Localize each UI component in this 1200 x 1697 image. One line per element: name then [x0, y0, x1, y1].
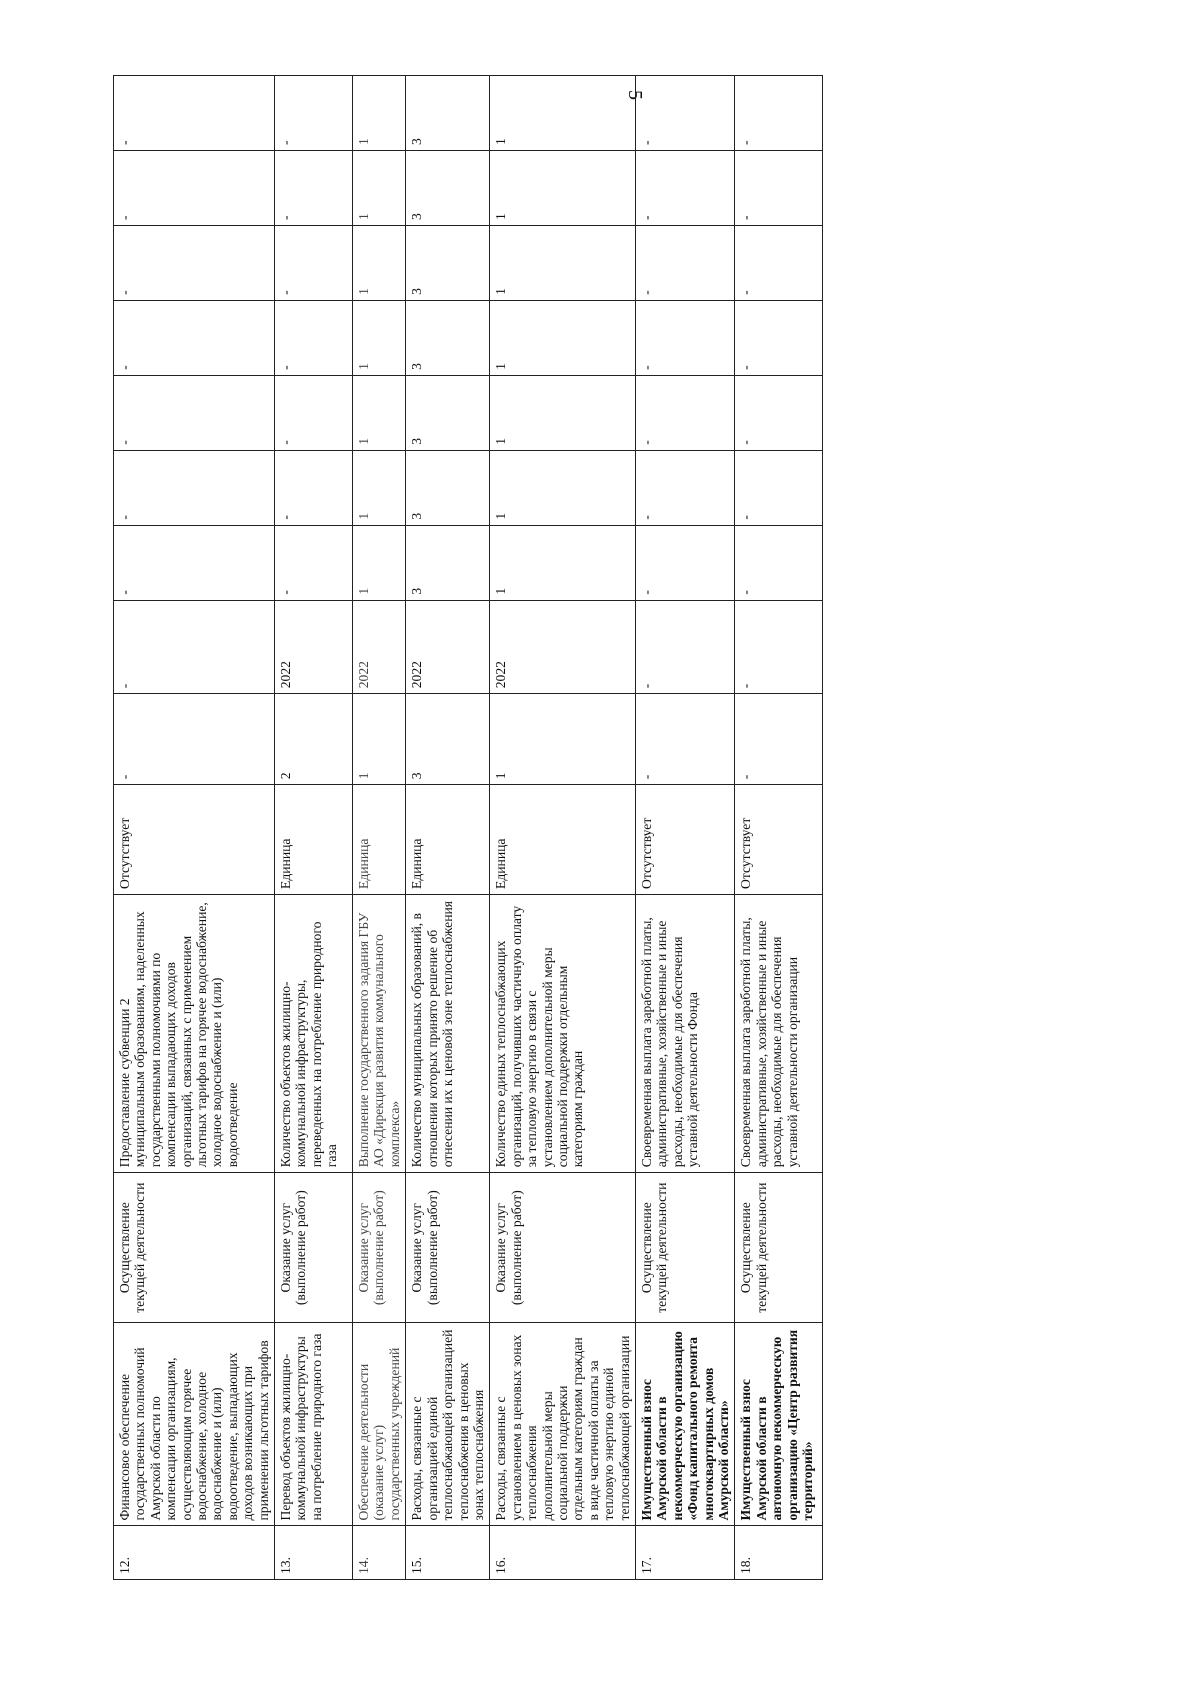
base-value: -	[114, 694, 275, 785]
value-cell: -	[275, 525, 353, 600]
measure-type: Оказание услуг (выполнение работ)	[353, 1173, 406, 1323]
value-cell: 1	[490, 525, 636, 600]
table-row	[275, 76, 353, 1580]
value-cell: -	[635, 151, 734, 226]
indicator-name: Предоставление субвенции 2 муниципальным образованиям, наделенных государственными полномочиями по компенсации выпадающих доходов организаций, связанных с применением льготных тарифов на горячее водоснабжение, холодное водоснабжение и (или) водоотведение	[114, 894, 275, 1172]
value-cell: -	[114, 525, 275, 600]
indicator-name: Количество муниципальных образований, в отношении которых принято решение об отнесении их к ценовой зоне теплоснабжения	[406, 894, 490, 1172]
table-row	[635, 76, 734, 1580]
table-row	[353, 76, 406, 1580]
value-cell: 3	[406, 300, 490, 375]
value-cell: -	[275, 450, 353, 525]
value-cell: 1	[490, 450, 636, 525]
base-value: -	[635, 694, 734, 785]
value-cell: -	[275, 375, 353, 450]
value-cell: -	[735, 151, 823, 226]
row-number: 17.	[635, 1526, 734, 1580]
value-cell: 1	[353, 375, 406, 450]
value-cell: -	[735, 225, 823, 300]
base-year: -	[114, 600, 275, 694]
value-cell: -	[275, 151, 353, 226]
measure-type: Осуществление текущей деятельности	[735, 1173, 823, 1323]
measure-type: Оказание услуг (выполнение работ)	[406, 1173, 490, 1323]
value-cell: -	[735, 450, 823, 525]
measure-name: Имущественный взнос Амурской области в некоммерческую организацию «Фонд капитального ремонта многоквартирных домов Амурской области»	[635, 1323, 734, 1526]
rotated-table-sheet	[113, 75, 816, 1580]
indicator-name: Выполнение государственного задания ГБУ АО «Дирекция развития коммунального комплекса»	[353, 894, 406, 1172]
page-number: 5	[624, 90, 646, 100]
value-cell: -	[635, 450, 734, 525]
value-cell: -	[635, 76, 734, 151]
value-cell: -	[114, 151, 275, 226]
table-row	[114, 76, 275, 1580]
value-cell: 1	[353, 151, 406, 226]
base-year: -	[735, 600, 823, 694]
value-cell: -	[114, 225, 275, 300]
unit-of-measure: Отсутствует	[114, 785, 275, 895]
value-cell: -	[735, 525, 823, 600]
base-value: 3	[406, 694, 490, 785]
value-cell: 1	[353, 300, 406, 375]
measure-name: Обеспечение деятельности (оказание услуг) государственных учреждений	[353, 1323, 406, 1526]
base-year: 2022	[490, 600, 636, 694]
measure-type: Осуществление текущей деятельности	[635, 1173, 734, 1323]
unit-of-measure: Единица	[275, 785, 353, 895]
value-cell: 1	[353, 225, 406, 300]
indicator-name: Количество единых теплоснабжающих организаций, получивших частичную оплату за тепловую энергию в связи с установлением дополнительной меры социальной поддержки отдельным категориям граждан	[490, 894, 636, 1172]
row-number: 13.	[275, 1526, 353, 1580]
base-value: -	[735, 694, 823, 785]
measure-type: Оказание услуг (выполнение работ)	[275, 1173, 353, 1323]
value-cell: 1	[490, 225, 636, 300]
unit-of-measure: Отсутствует	[735, 785, 823, 895]
base-value: 1	[353, 694, 406, 785]
row-number: 18.	[735, 1526, 823, 1580]
value-cell: -	[275, 225, 353, 300]
unit-of-measure: Единица	[353, 785, 406, 895]
measure-name: Расходы, связанные с организацией единой теплоснабжающей организацией теплоснабжения в ценовых зонах теплоснабжения	[406, 1323, 490, 1526]
value-cell: 1	[490, 375, 636, 450]
row-number: 16.	[490, 1526, 636, 1580]
value-cell: -	[275, 300, 353, 375]
value-cell: 1	[353, 450, 406, 525]
value-cell: -	[114, 375, 275, 450]
measure-name: Расходы, связанные с установлением в ценовых зонах теплоснабжения дополнительной меры социальной поддержки отдельным категориям граждан в виде частичной оплаты за тепловую энергию единой теплоснабжающей организации	[490, 1323, 636, 1526]
base-value: 1	[490, 694, 636, 785]
value-cell: 3	[406, 450, 490, 525]
unit-of-measure: Отсутствует	[635, 785, 734, 895]
unit-of-measure: Единица	[490, 785, 636, 895]
value-cell: -	[114, 76, 275, 151]
measure-name: Перевод объектов жилищно-коммунальной инфраструктуры на потребление природного газа	[275, 1323, 353, 1526]
value-cell: -	[735, 375, 823, 450]
base-value: 2	[275, 694, 353, 785]
value-cell: 3	[406, 151, 490, 226]
value-cell: -	[635, 375, 734, 450]
measure-name: Финансовое обеспечение государственных полномочий Амурской области по компенсации организациям, осуществляющим горячее водоснабжение, холодное водоснабжение и (или) водоотведение, выпадающих доходов возникающих при применении льготных тарифов	[114, 1323, 275, 1526]
unit-of-measure: Единица	[406, 785, 490, 895]
indicator-name: Количество объектов жилищно-коммунальной инфраструктуры, переведенных на потребление природного газа	[275, 894, 353, 1172]
measure-type: Оказание услуг (выполнение работ)	[490, 1173, 636, 1323]
base-year: 2022	[275, 600, 353, 694]
value-cell: -	[735, 76, 823, 151]
value-cell: 1	[353, 76, 406, 151]
measure-name: Имущественный взнос Амурской области в автономную некоммерческую организацию «Центр развития территорий»	[735, 1323, 823, 1526]
value-cell: 1	[353, 525, 406, 600]
value-cell: 1	[490, 300, 636, 375]
value-cell: 1	[490, 151, 636, 226]
base-year: 2022	[353, 600, 406, 694]
value-cell: -	[114, 450, 275, 525]
table-row	[490, 76, 636, 1580]
value-cell: 1	[490, 76, 636, 151]
indicator-name: Своевременная выплата заработной платы, административные, хозяйственные и иные расходы, необходимые для обеспечения уставной деятельности организации	[735, 894, 823, 1172]
base-year: -	[635, 600, 734, 694]
table-row	[735, 76, 823, 1580]
value-cell: -	[635, 525, 734, 600]
value-cell: 3	[406, 76, 490, 151]
value-cell: -	[635, 225, 734, 300]
indicator-name: Своевременная выплата заработной платы, административные, хозяйственные и иные расходы, необходимые для обеспечения уставной деятельности Фонда	[635, 894, 734, 1172]
value-cell: -	[114, 300, 275, 375]
value-cell: -	[275, 76, 353, 151]
row-number: 12.	[114, 1526, 275, 1580]
row-number: 14.	[353, 1526, 406, 1580]
measure-type: Осуществление текущей деятельности	[114, 1173, 275, 1323]
value-cell: 3	[406, 375, 490, 450]
row-number: 15.	[406, 1526, 490, 1580]
value-cell: -	[635, 300, 734, 375]
base-year: 2022	[406, 600, 490, 694]
value-cell: -	[735, 300, 823, 375]
table-row	[406, 76, 490, 1580]
value-cell: 3	[406, 525, 490, 600]
measures-table	[113, 75, 823, 1580]
value-cell: 3	[406, 225, 490, 300]
